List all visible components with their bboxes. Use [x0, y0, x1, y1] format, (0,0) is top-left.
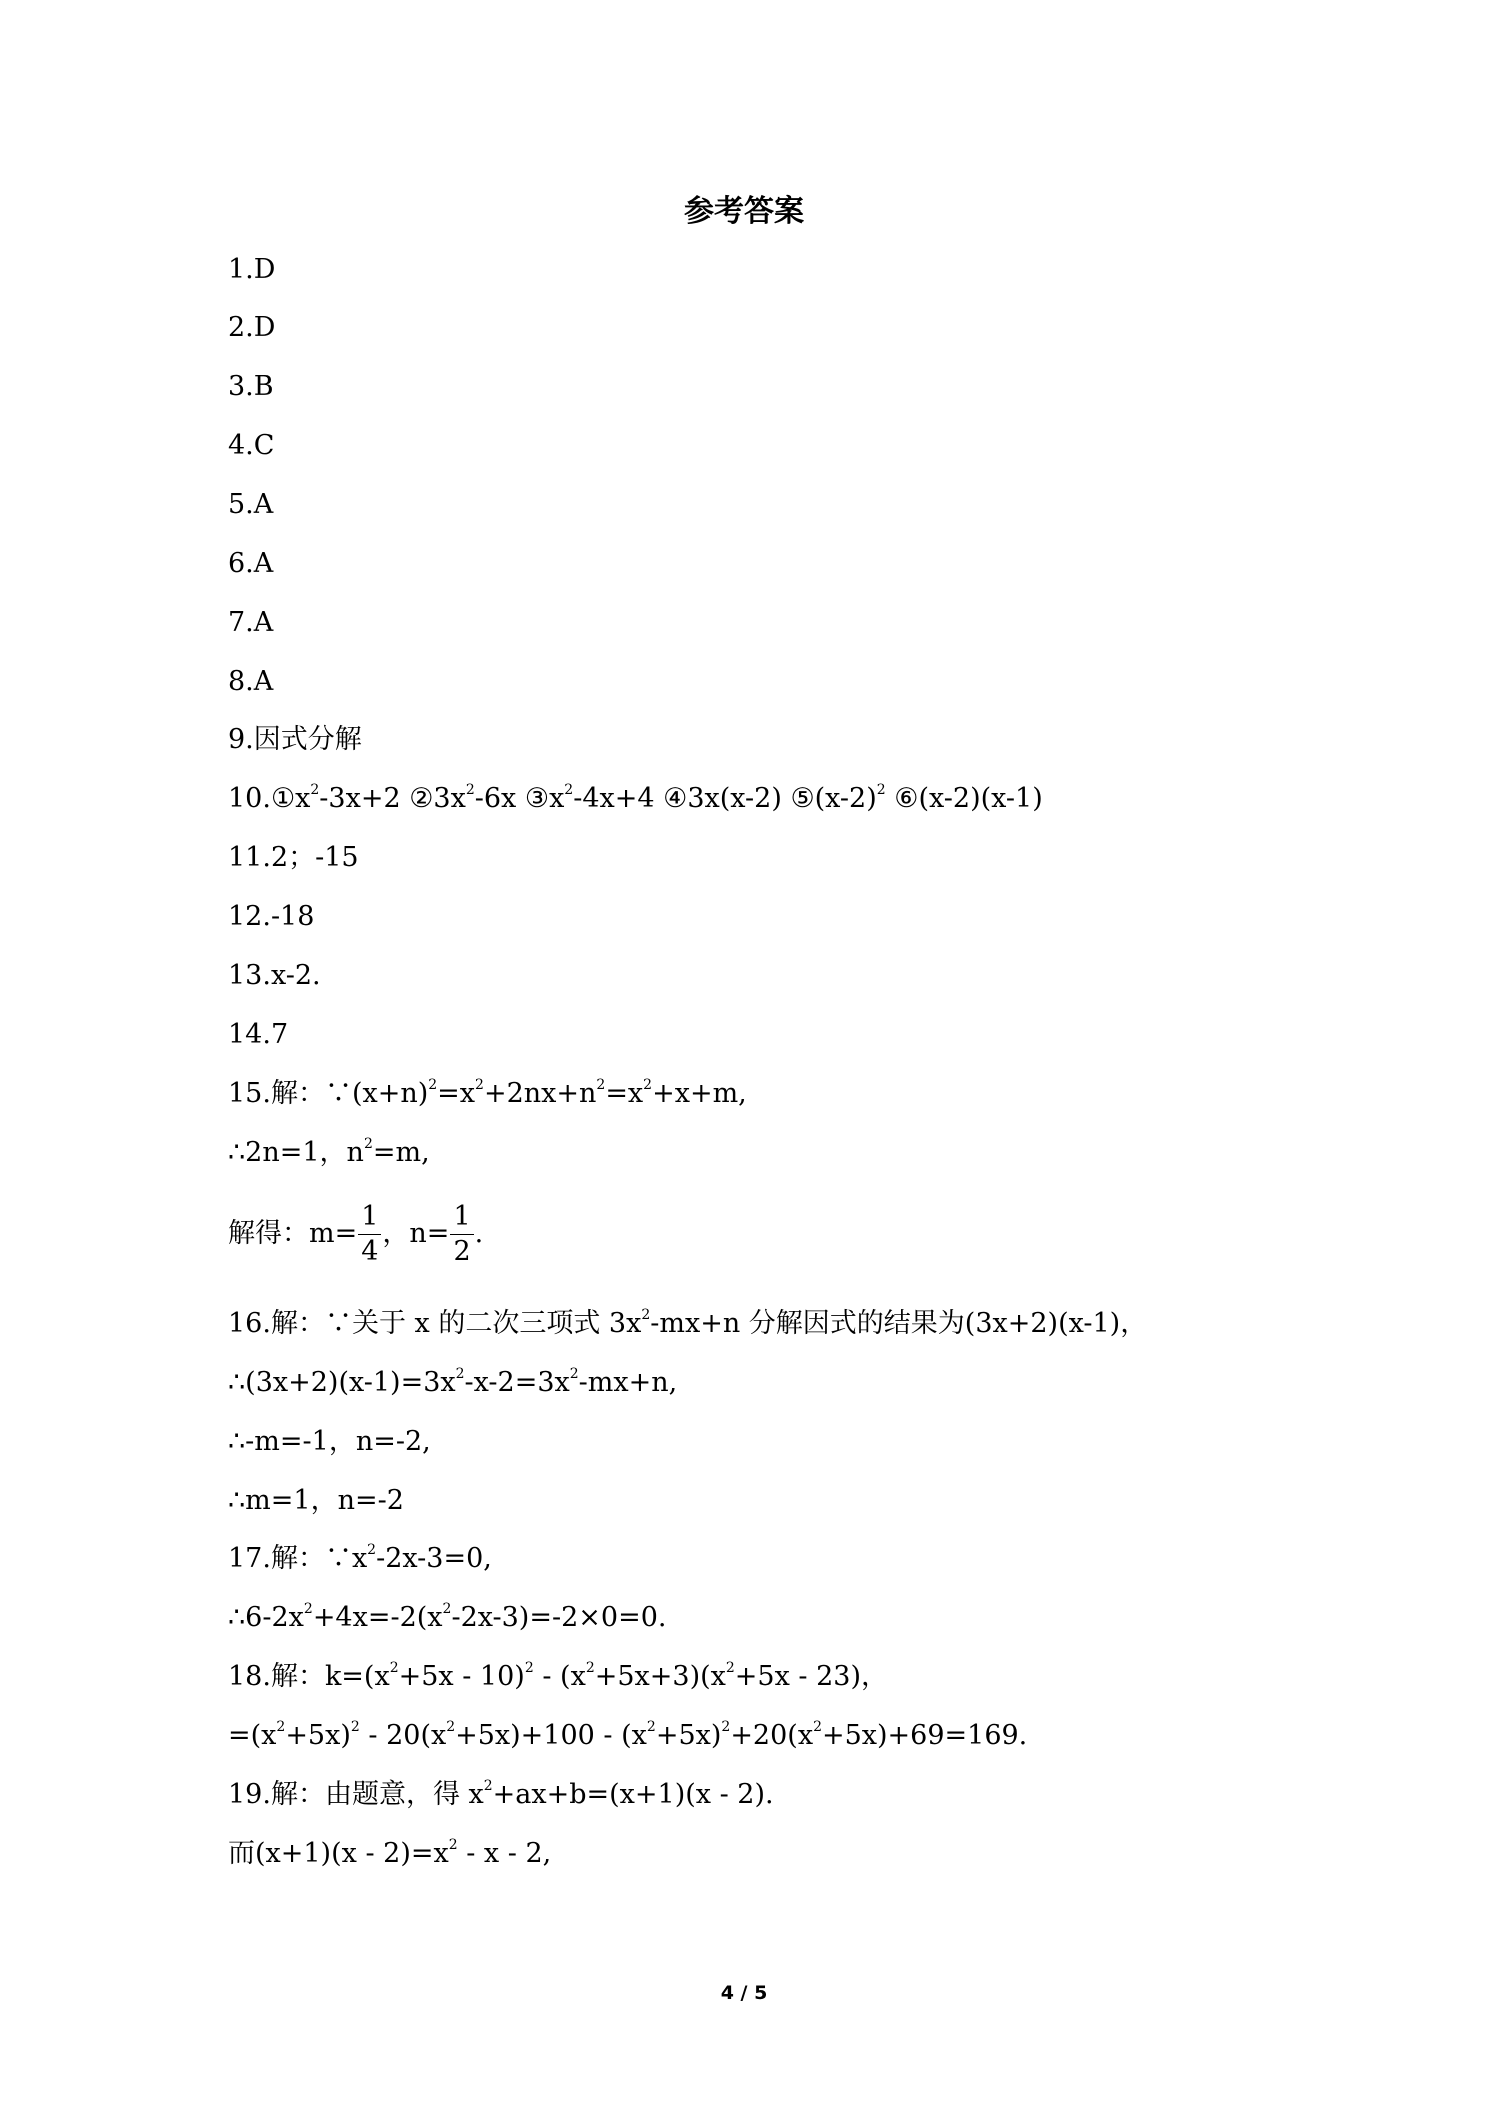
- q16-line-1: 16.解：∵关于 x 的二次三项式 $3x^2-mx+n$ 分解因式的结果为(3x+2)(x-1)，: [228, 1307, 1148, 1339]
- answer-2: 2.D: [228, 312, 276, 343]
- q19-line-1: 19.解：由题意，得 $x^2+ax+b=(x+1)(x - 2)$.: [228, 1778, 774, 1810]
- q15-solve-prefix: 解得：m=: [228, 1218, 358, 1249]
- answer-9: 9.因式分解: [228, 724, 362, 755]
- answer-8: 8.A: [228, 666, 274, 697]
- answer-12: 12.-18: [228, 901, 315, 932]
- answer-11: 11.2；-15: [228, 842, 359, 873]
- q15-solve-end: .: [474, 1218, 484, 1249]
- answer-3: 3.B: [228, 371, 274, 402]
- answer-13: 13.x-2.: [228, 960, 321, 991]
- q18-line-1: 18.解：$k=(x^2+5x - 10)^2 - (x^2+5x+3)(x^2+5x - 23)$，: [228, 1660, 888, 1692]
- page-title: 参考答案: [684, 194, 804, 229]
- answer-5: 5.A: [228, 489, 274, 520]
- q15-solve-mid: ，n=: [382, 1218, 450, 1249]
- q16-line-2: $\therefore(3x+2)(x-1)=3x^2-x-2=3x^2-mx+n$,: [228, 1366, 678, 1398]
- answer-14: 14.7: [228, 1019, 289, 1050]
- q17-line-2: $\therefore 6-2x^2+4x=-2(x^2-2x-3)=-2\times 0=0$.: [228, 1601, 667, 1633]
- page-number: 4 / 5: [720, 1982, 768, 2004]
- fraction-n-numerator: 1: [450, 1200, 473, 1235]
- answer-7: 7.A: [228, 607, 274, 638]
- q19-line-2: 而$(x+1)(x - 2)=x^2 - x - 2$,: [228, 1837, 552, 1869]
- fraction-m-denominator: 4: [361, 1236, 379, 1267]
- q18-line-2: $=(x^2+5x)^2 - 20(x^2+5x)+100 - (x^2+5x)^2+20(x^2+5x)+69=169$.: [228, 1719, 1028, 1751]
- q15-line-2: ∴2n=1，$n^2=m$,: [228, 1136, 430, 1168]
- q15-line-1: 15.解：$\because(x+n)^2=x^2+2nx+n^2=x^2+x+m$,: [228, 1077, 747, 1109]
- q16-line-3: ∴-m=-1，n=-2,: [228, 1426, 431, 1457]
- fraction-n: [450, 1200, 473, 1269]
- q16-line-4: ∴m=1，n=-2: [228, 1485, 404, 1516]
- answer-4: 4.C: [228, 430, 275, 461]
- fraction-n-denominator: 2: [453, 1236, 471, 1267]
- answer-6: 6.A: [228, 548, 274, 579]
- answer-1: 1.D: [228, 254, 276, 285]
- fraction-m-numerator: 1: [358, 1200, 381, 1235]
- q17-line-1: 17.解：$\because x^2-2x-3=0$,: [228, 1542, 492, 1574]
- answer-10: $10.①x^2-3x+2$ $②3x^2-6x$ $③x^2-4x+4$ ④3x(x-2) $⑤(x-2)^2$ ⑥(x-2)(x-1): [228, 782, 1043, 814]
- q15-line-3: [228, 1200, 483, 1269]
- fraction-m: [358, 1200, 381, 1269]
